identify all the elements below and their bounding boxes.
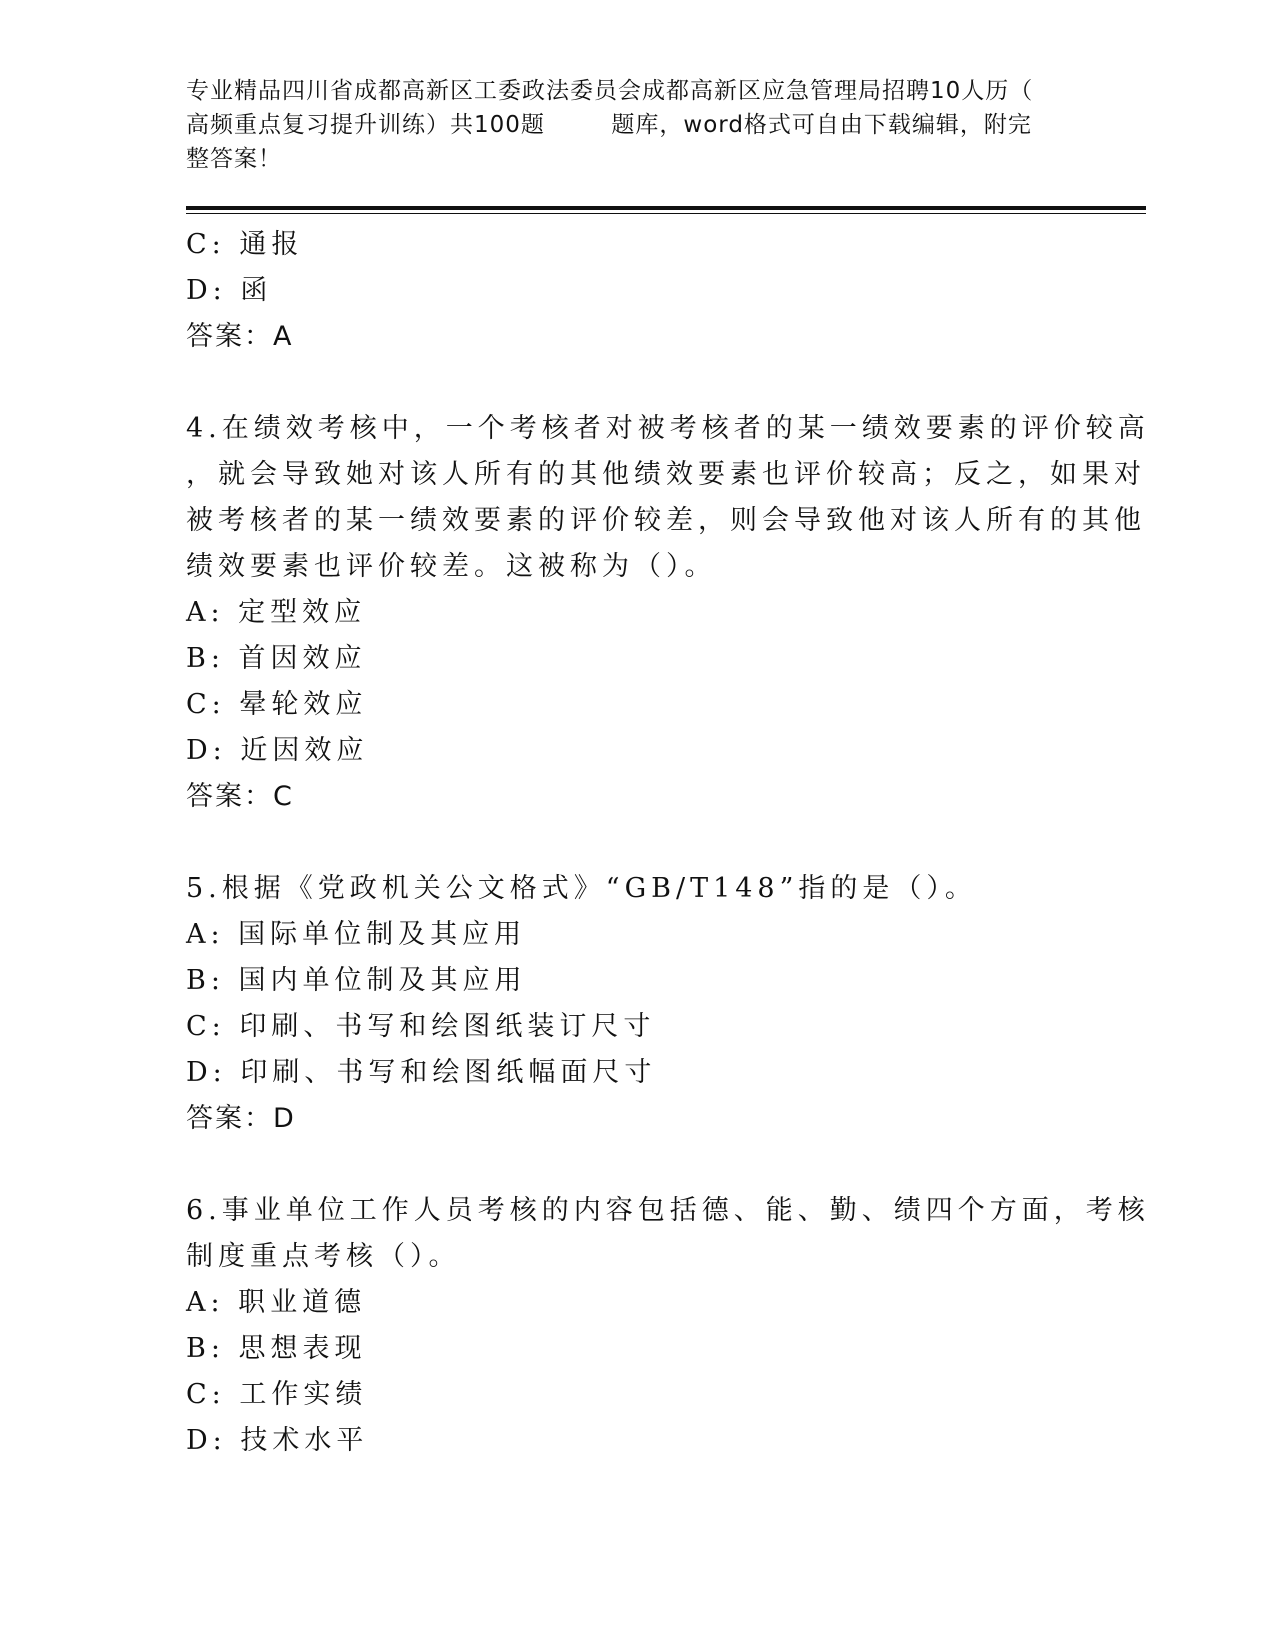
- option-b: B: 国内单位制及其应用: [186, 965, 527, 996]
- question-text: 制度重点考核（）。: [186, 1241, 461, 1272]
- option-a: A: 国际单位制及其应用: [186, 919, 527, 950]
- question-block-4: [186, 406, 1150, 820]
- header-line: 高频重点复习提升训练）共100题 题库，word格式可自由下载编辑，附完: [186, 112, 1032, 138]
- answer-label: 答案：D: [186, 1103, 296, 1134]
- question-block-6: [186, 1188, 1150, 1464]
- option-b: B: 思想表现: [186, 1333, 367, 1364]
- question-spacer: [186, 360, 1066, 406]
- option-a: A: 职业道德: [186, 1287, 367, 1318]
- option-d: D: 印刷、书写和绘图纸幅面尺寸: [186, 1057, 657, 1088]
- question-spacer: [186, 1142, 1066, 1188]
- header-line: 整答案！: [186, 146, 282, 172]
- question-spacer: [186, 820, 1066, 866]
- question-text: ，就会导致她对该人所有的其他绩效要素也评价较高；反之，如果对: [186, 459, 1146, 490]
- option-a: A: 定型效应: [186, 597, 367, 628]
- header-rule-thick: [186, 206, 1146, 210]
- question-text: 6.事业单位工作人员考核的内容包括德、能、勤、绩四个方面，考核: [186, 1195, 1150, 1226]
- option-d: D: 函: [186, 275, 273, 306]
- option-d: D: 近因效应: [186, 735, 369, 766]
- option-c: C: 晕轮效应: [186, 689, 368, 720]
- option-c: C: 工作实绩: [186, 1379, 368, 1410]
- answer-label: 答案：C: [186, 781, 294, 812]
- option-d: D: 技术水平: [186, 1425, 369, 1456]
- question-text: 绩效要素也评价较差。这被称为（）。: [186, 551, 717, 582]
- header-line: 专业精品四川省成都高新区工委政法委员会成都高新区应急管理局招聘10人历（: [186, 78, 1034, 104]
- document-header: [186, 74, 1066, 176]
- option-c: C: 通报: [186, 229, 304, 260]
- question-block-continued: [186, 222, 1066, 360]
- question-text: 被考核者的某一绩效要素的评价较差，则会导致他对该人所有的其他: [186, 505, 1146, 536]
- answer-label: 答案：A: [186, 321, 294, 352]
- question-text: 5.根据《党政机关公文格式》“GB/T148”指的是（）。: [186, 873, 977, 904]
- question-list: [186, 222, 1150, 1464]
- header-rule-thin: [186, 213, 1146, 214]
- question-block-5: [186, 866, 1066, 1142]
- option-b: B: 首因效应: [186, 643, 367, 674]
- option-c: C: 印刷、书写和绘图纸装订尺寸: [186, 1011, 656, 1042]
- question-text: 4.在绩效考核中，一个考核者对被考核者的某一绩效要素的评价较高: [186, 413, 1150, 444]
